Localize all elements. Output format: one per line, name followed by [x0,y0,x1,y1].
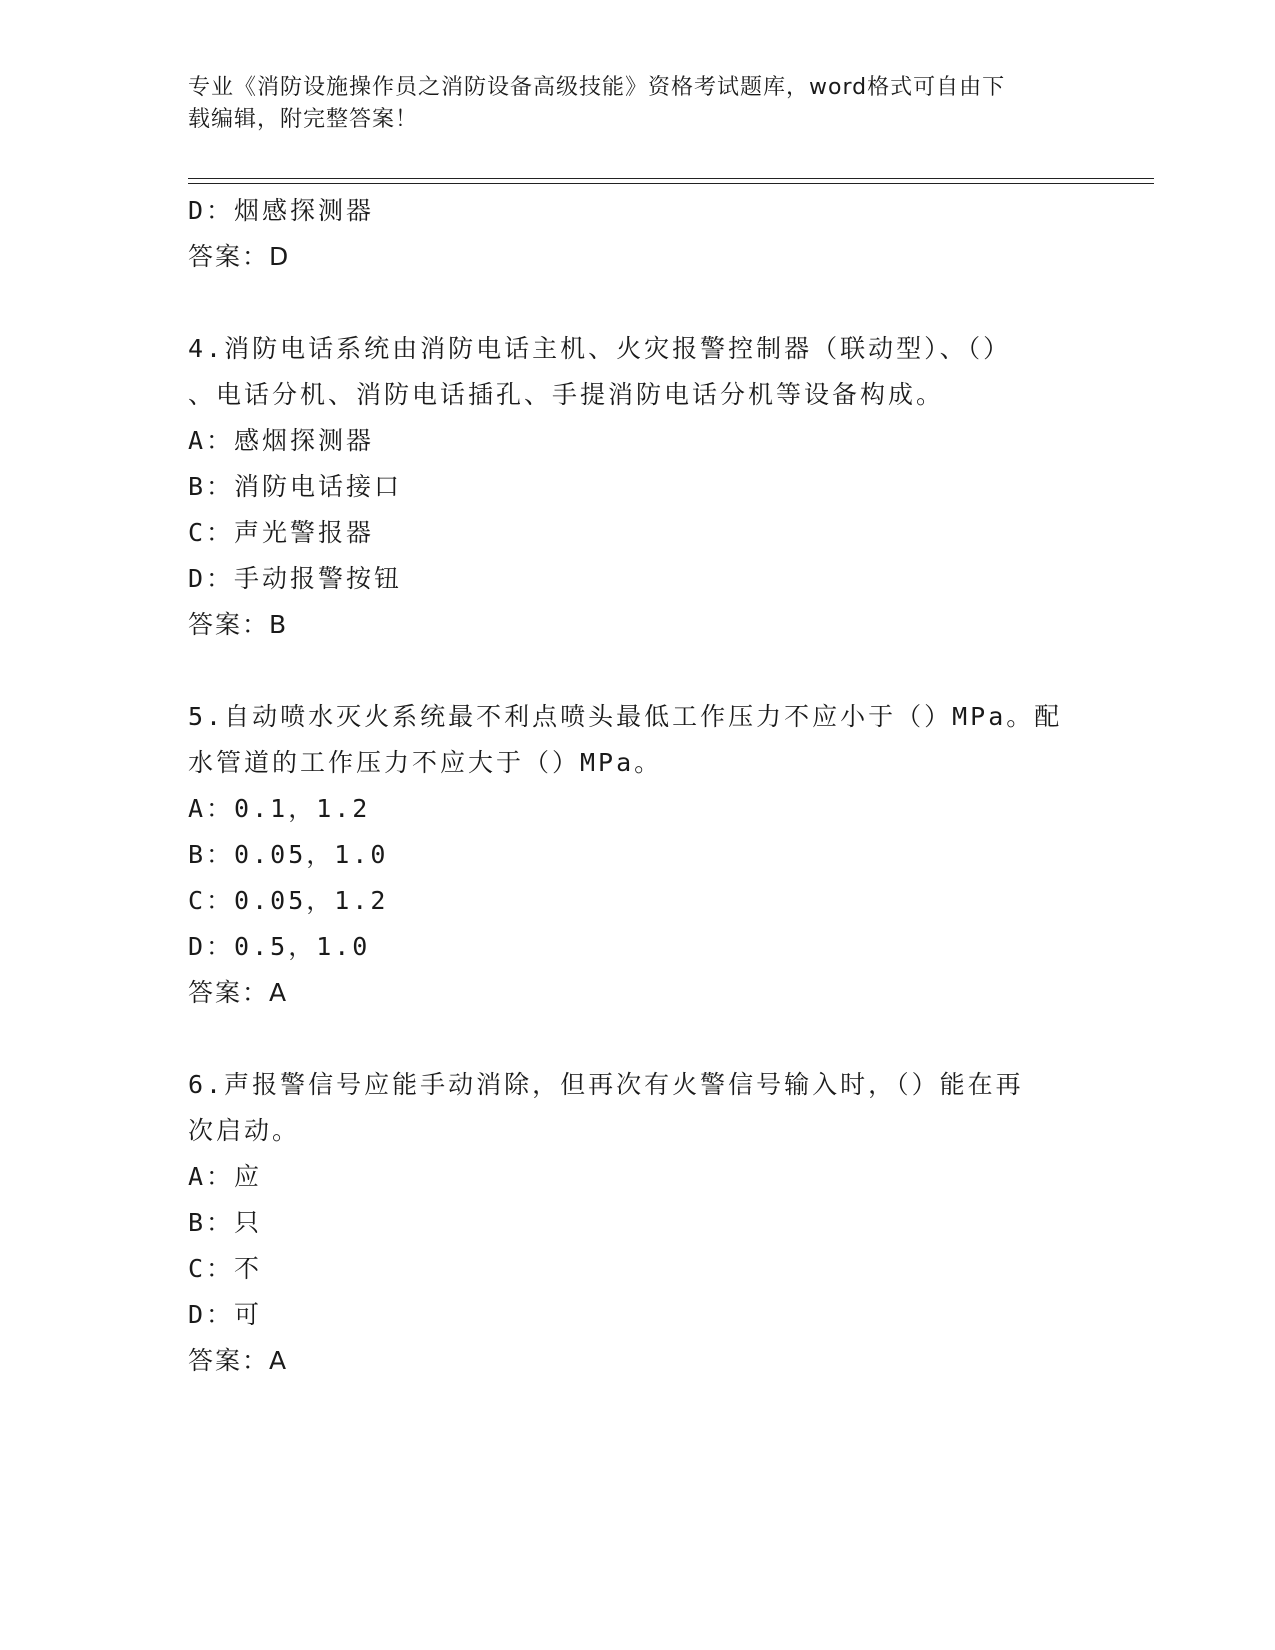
question-stem-line-2: 次启动。 [188,1116,301,1145]
answer-line: 答案：A [188,978,289,1007]
option-b: B：0.05，1.0 [188,840,389,869]
header-line-2: 载编辑，附完整答案！ [188,107,419,132]
answer-line: 答案：A [188,1346,289,1375]
answer-line: 答案：D [188,242,291,271]
previous-question-tail [188,188,1088,280]
header-line-1: 专业《消防设施操作员之消防设备高级技能》资格考试题库，word格式可自由下 [188,75,1006,100]
header-divider-top [188,178,1154,179]
document-body [188,188,1088,1384]
option-c: C：不 [188,1254,263,1283]
document-header [188,72,1068,136]
option-c: C：0.05，1.2 [188,886,389,915]
option-a: A：应 [188,1162,263,1191]
option-d: D：手动报警按钮 [188,564,403,593]
question-stem-line-2: 水管道的工作压力不应大于（）MPa。 [188,748,663,777]
question-6 [188,1062,1088,1384]
option-b: B：消防电话接口 [188,472,403,501]
question-5 [188,694,1088,1016]
question-stem-line-1: 6.声报警信号应能手动消除，但再次有火警信号输入时，（）能在再 [188,1070,1024,1099]
question-stem-line-2: 、电话分机、消防电话插孔、手提消防电话分机等设备构成。 [188,380,945,409]
question-stem-line-1: 5.自动喷水灭火系统最不利点喷头最低工作压力不应小于（）MPa。配 [188,702,1063,731]
question-stem-line-1: 4.消防电话系统由消防电话主机、火灾报警控制器（联动型）、（） [188,334,1012,363]
option-a: A：0.1，1.2 [188,794,371,823]
question-4 [188,326,1088,648]
option-d: D：可 [188,1300,263,1329]
option-c: C：声光警报器 [188,518,375,547]
option-d: D：0.5，1.0 [188,932,371,961]
option-a: A：感烟探测器 [188,426,375,455]
option-b: B：只 [188,1208,263,1237]
answer-line: 答案：B [188,610,289,639]
option-d: D：烟感探测器 [188,196,375,225]
header-divider-bottom [188,183,1154,184]
